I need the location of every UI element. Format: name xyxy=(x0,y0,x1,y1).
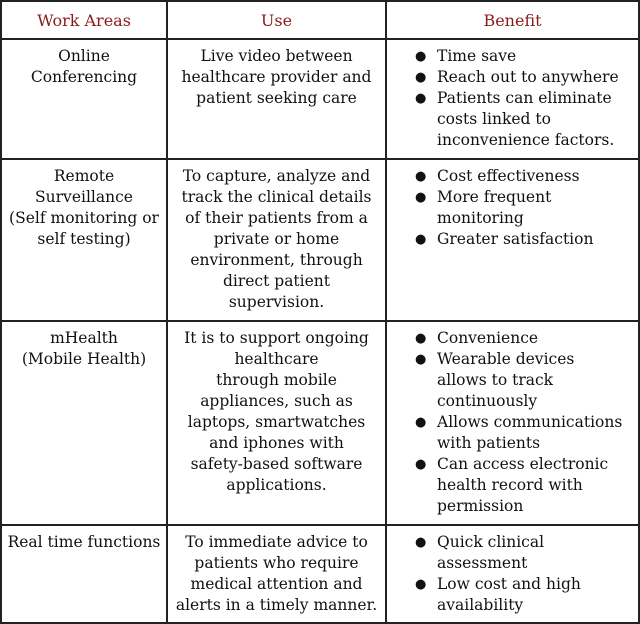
text-line: Can access electronic xyxy=(437,455,609,473)
text-line: healthcare provider and xyxy=(181,68,372,86)
benefit-cell xyxy=(386,321,639,525)
bullet-icon: ● xyxy=(415,190,427,205)
text-line: track the clinical details xyxy=(181,188,372,206)
text-line: with patients xyxy=(437,434,541,452)
benefit-list xyxy=(387,160,638,250)
benefit-list xyxy=(387,322,638,517)
text-line: environment, through xyxy=(190,251,363,269)
text-line: Allows communications xyxy=(437,413,623,431)
work-area-cell xyxy=(1,321,167,525)
bullet-icon: ● xyxy=(415,49,427,64)
header-work-areas: Work Areas xyxy=(1,1,167,39)
text-line: through mobile xyxy=(216,371,337,389)
text-line: Patients can eliminate xyxy=(437,89,612,107)
text-line: Live video between xyxy=(200,47,353,65)
use-cell xyxy=(167,525,386,623)
bullet-icon: ● xyxy=(415,577,427,592)
text-line: Surveillance xyxy=(35,188,133,206)
benefit-item xyxy=(411,412,638,454)
text-line: allows to track xyxy=(437,371,554,389)
text-line: costs linked to xyxy=(437,110,551,128)
text-line: Conferencing xyxy=(30,68,138,86)
text-line: healthcare xyxy=(234,350,319,368)
text-line: To immediate advice to xyxy=(185,533,368,551)
bullet-icon: ● xyxy=(415,352,427,367)
use-cell xyxy=(167,39,386,159)
benefit-item xyxy=(411,229,638,250)
header-use: Use xyxy=(167,1,386,39)
text-line: Greater satisfaction xyxy=(437,230,594,248)
benefit-cell xyxy=(386,525,639,623)
bullet-icon: ● xyxy=(415,91,427,106)
bullet-icon: ● xyxy=(415,415,427,430)
text-line: direct patient xyxy=(222,272,331,290)
benefit-item xyxy=(411,166,638,187)
text-line: More frequent xyxy=(437,188,552,206)
text-line: self testing) xyxy=(37,230,131,248)
text-line: and iphones with xyxy=(209,434,344,452)
text-line: mHealth xyxy=(50,329,118,347)
text-line: supervision. xyxy=(228,293,325,311)
benefit-item xyxy=(411,349,638,412)
work-area-cell xyxy=(1,159,167,321)
text-line: Convenience xyxy=(437,329,539,347)
work-area-cell xyxy=(1,39,167,159)
text-line: laptops, smartwatches xyxy=(187,413,366,431)
benefit-item xyxy=(411,328,638,349)
text-line: monitoring xyxy=(437,209,524,227)
text-line: health record with xyxy=(437,476,583,494)
benefit-item xyxy=(411,187,638,229)
text-line: Low cost and high xyxy=(437,575,581,593)
work-area-cell xyxy=(1,525,167,623)
text-line: Wearable devices xyxy=(437,350,575,368)
text-line: safety-based software xyxy=(190,455,363,473)
benefit-cell xyxy=(386,39,639,159)
bullet-icon: ● xyxy=(415,535,427,550)
text-line: patients who require xyxy=(194,554,359,572)
header-row xyxy=(1,1,639,39)
use-cell xyxy=(167,159,386,321)
header-benefit: Benefit xyxy=(386,1,639,39)
text-line: Real time functions xyxy=(7,533,161,551)
text-line: It is to support ongoing xyxy=(184,329,369,347)
text-line: availability xyxy=(437,596,524,614)
text-line: (Self monitoring or xyxy=(9,209,159,227)
benefit-list xyxy=(387,526,638,616)
text-line: Time save xyxy=(437,47,517,65)
text-line: private or home xyxy=(213,230,340,248)
text-line: (Mobile Health) xyxy=(21,350,147,368)
bullet-icon: ● xyxy=(415,232,427,247)
text-line: medical attention and xyxy=(190,575,363,593)
text-line: assessment xyxy=(437,554,528,572)
text-line: patient seeking care xyxy=(196,89,357,107)
table-row xyxy=(1,321,639,525)
table-row xyxy=(1,525,639,623)
text-line: inconvenience factors. xyxy=(437,131,615,149)
table-row xyxy=(1,39,639,159)
text-line: Online xyxy=(58,47,110,65)
bullet-icon: ● xyxy=(415,331,427,346)
benefit-item xyxy=(411,46,638,67)
benefit-item xyxy=(411,574,638,616)
text-line: Quick clinical xyxy=(437,533,545,551)
benefit-cell xyxy=(386,159,639,321)
use-cell xyxy=(167,321,386,525)
benefit-item xyxy=(411,454,638,517)
bullet-icon: ● xyxy=(415,169,427,184)
benefit-item xyxy=(411,67,638,88)
text-line: Cost effectiveness xyxy=(437,167,580,185)
table-row xyxy=(1,159,639,321)
text-line: applications. xyxy=(226,476,327,494)
text-line: permission xyxy=(437,497,524,515)
bullet-icon: ● xyxy=(415,70,427,85)
benefit-list xyxy=(387,40,638,151)
text-line: To capture, analyze and xyxy=(182,167,371,185)
benefit-item xyxy=(411,532,638,574)
text-line: of their patients from a xyxy=(185,209,368,227)
text-line: alerts in a timely manner. xyxy=(175,596,378,614)
bullet-icon: ● xyxy=(415,457,427,472)
text-line: Remote xyxy=(53,167,115,185)
text-line: Reach out to anywhere xyxy=(437,68,619,86)
text-line: continuously xyxy=(437,392,538,410)
text-line: appliances, such as xyxy=(200,392,353,410)
benefit-item xyxy=(411,88,638,151)
